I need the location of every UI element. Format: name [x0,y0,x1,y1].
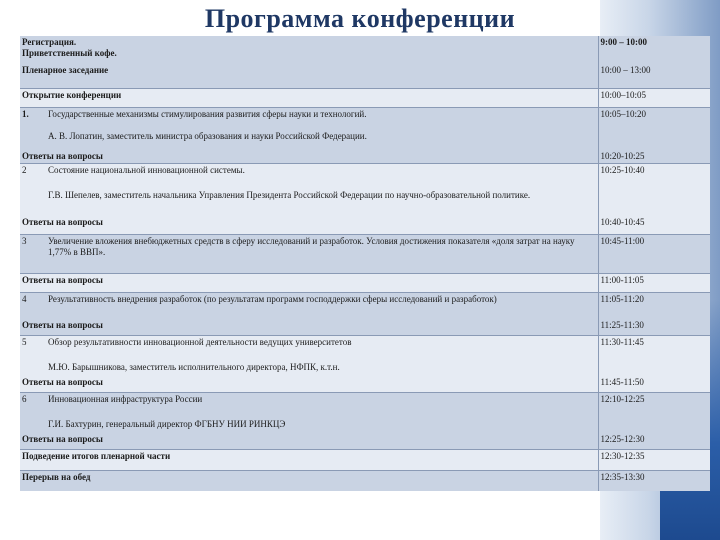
item-speaker: Г.И. Бахтурин, генеральный директор ФГБНУ НИИ РИНКЦЭ [48,419,286,429]
item-label: Приветственный кофе. [22,48,117,58]
item-time: 10:45-11:00 [598,235,710,274]
item-title: Увеличение вложения внебюджетных средств в сферу исследований и разработок. Условия достижения показателя «доля затрат на науку 1,77% в ВВП». [46,235,598,274]
item-time: 11:30-11:45 [598,336,710,377]
item-time: 12:30-12:35 [598,450,710,471]
program-row [20,89,710,108]
program-row [20,336,710,377]
program-row [20,450,710,471]
item-time: 9:00 – 10:00 [598,36,710,64]
item-time: 11:00-11:05 [598,274,710,293]
item-title: Результативность внедрения разработок (по результатам программ господдержки сферы исследований и разработок) [46,293,598,320]
item-title: Инновационная инфраструктура России [48,394,203,404]
item-label: Ответы на вопросы [20,274,598,293]
item-label: Ответы на вопросы [20,216,598,235]
item-label: Регистрация. [22,37,77,47]
program-row [20,108,710,151]
item-time: 11:25-11:30 [598,319,710,336]
item-title: Обзор результативности инновационной деятельности ведущих университетов [48,337,352,347]
item-label: Перерыв на обед [20,471,598,492]
item-time: 10:00–10:05 [598,89,710,108]
item-number: 6 [20,393,46,434]
item-label: Подведение итогов пленарной части [20,450,598,471]
item-label: Ответы на вопросы [20,319,598,336]
item-time: 11:05-11:20 [598,293,710,320]
item-time: 12:35-13:30 [598,471,710,492]
item-speaker: А. В. Лопатин, заместитель министра образования и науки Российской Федерации. [48,131,367,141]
item-time: 12:25-12:30 [598,433,710,450]
item-number: 1. [20,108,46,151]
item-title: Государственные механизмы стимулирования развития сферы науки и технологий. [48,109,367,119]
program-row [20,376,710,393]
program-row [20,293,710,320]
item-label: Открытие конференции [20,89,598,108]
item-number: 5 [20,336,46,377]
page-title: Программа конференции [204,4,516,33]
program-row [20,235,710,274]
item-title: Состояние национальной инновационной системы. [48,165,245,175]
program-row [20,36,710,64]
program-row [20,433,710,450]
item-time: 10:00 – 13:00 [598,64,710,89]
program-table [20,36,710,491]
item-speaker: М.Ю. Барышникова, заместитель исполнительного директора, НФПК, к.т.н. [48,362,340,372]
program-row [20,216,710,235]
program-row [20,274,710,293]
item-speaker: Г.В. Шепелев, заместитель начальника Управления Президента Российской Федерации по научно-образовательной политике. [48,190,531,200]
program-row [20,64,710,89]
item-label: Ответы на вопросы [20,376,598,393]
item-label: Пленарное заседание [20,64,598,89]
item-time: 10:25-10:40 [598,164,710,217]
item-time: 10:40-10:45 [598,216,710,235]
program-row [20,393,710,434]
item-label: Ответы на вопросы [20,150,598,164]
item-label: Ответы на вопросы [20,433,598,450]
item-time: 11:45-11:50 [598,376,710,393]
item-time: 12:10-12:25 [598,393,710,434]
program-row [20,150,710,164]
program-row [20,319,710,336]
item-number: 4 [20,293,46,320]
item-time: 10:05–10:20 [598,108,710,151]
item-time: 10:20-10:25 [598,150,710,164]
item-number: 3 [20,235,46,274]
program-row [20,164,710,217]
item-number: 2 [20,164,46,217]
program-row [20,471,710,492]
